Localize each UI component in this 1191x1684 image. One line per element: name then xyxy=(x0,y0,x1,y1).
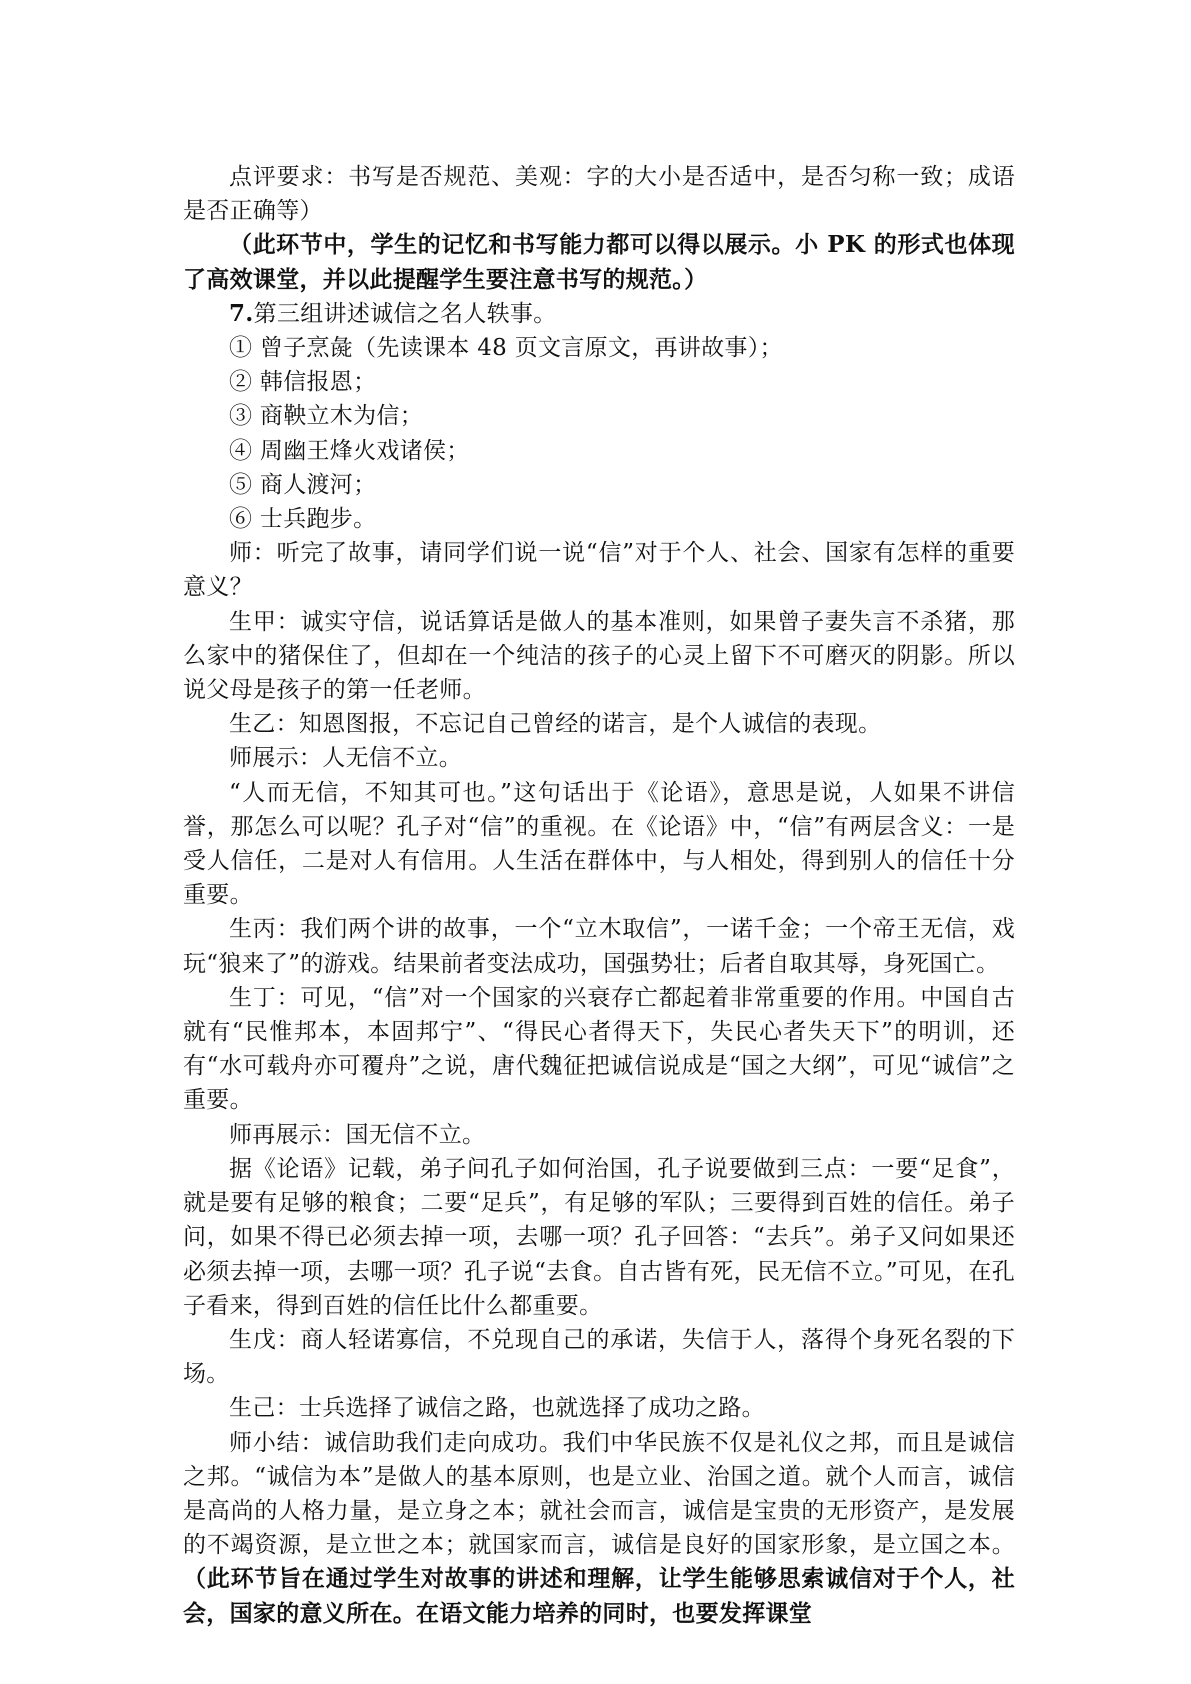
design-note-1: （此环节中，学生的记忆和书写能力都可以得以展示。小 PK 的形式也体现了高效课堂，并以此提醒学生要注意书写的规范。） xyxy=(183,231,1015,293)
step-7-text: 第三组讲述诚信之名人轶事。 xyxy=(253,300,557,327)
lunyu-explanation-2: 据《论语》记载，弟子问孔子如何治国，孔子说要做到三点：一要“足食”，就是要有足够的粮食；二要“足兵”，有足够的军队；三要得到百姓的信任。弟子问，如果不得已必须去掉一项，去哪一项？孔子回答：“去兵”。弟子又问如果还必须去掉一项，去哪一项？孔子说“去食。自古皆有死，民无信不立。”可见，在孔子看来，得到百姓的信任比什么都重要。 xyxy=(183,1155,1015,1319)
story-item: ⑥ 士兵跑步。 xyxy=(229,506,377,533)
teacher-question: 师：听完了故事，请同学们说一说“信”对于个人、社会、国家有怎样的重要意义？ xyxy=(183,540,1015,601)
document-body xyxy=(183,160,1015,1631)
design-note-2: （此环节旨在通过学生对故事的讲述和理解，让学生能够思索诚信对于个人，社会，国家的意义所在。在语文能力培养的同时，也要发挥课堂 xyxy=(183,1565,1015,1627)
student-d-answer: 生丁：可见，“信”对一个国家的兴衰存亡都起着非常重要的作用。中国自古就有“民惟邦本，本固邦宁”、“得民心者得天下，失民心者失天下”的明训，还有“水可载舟亦可覆舟”之说，唐代魏征把诚信说成是“国之大纲”，可见“诚信”之重要。 xyxy=(183,984,1015,1114)
student-b-answer: 生乙：知恩图报，不忘记自己曾经的诺言，是个人诚信的表现。 xyxy=(229,711,882,738)
story-item: ④ 周幽王烽火戏诸侯； xyxy=(229,437,470,464)
story-item: ② 韩信报恩； xyxy=(229,369,377,396)
student-a-answer: 生甲：诚实守信，说话算话是做人的基本准则，如果曾子妻失言不杀猪，那么家中的猪保住了，但却在一个纯洁的孩子的心灵上留下不可磨灭的阴影。所以说父母是孩子的第一任老师。 xyxy=(183,608,1015,704)
review-requirements: 点评要求：书写是否规范、美观：字的大小是否适中，是否匀称一致；成语是否正确等） xyxy=(183,164,1015,225)
student-f-answer: 生己：士兵选择了诚信之路，也就选择了成功之路。 xyxy=(229,1395,765,1422)
story-item: ③ 商鞅立木为信； xyxy=(229,403,424,430)
teacher-summary-text: 师小结：诚信助我们走向成功。我们中华民族不仅是礼仪之邦，而且是诚信之邦。“诚信为本”是做人的基本原则，也是立业、治国之道。就个人而言，诚信是高尚的人格力量，是立身之本；就社会而言，诚信是宝贵的无形资产，是发展的不竭资源，是立世之本；就国家而言，诚信是良好的国家形象，是立国之本。 xyxy=(183,1429,1015,1559)
student-e-answer: 生戊：商人轻诺寡信，不兑现自己的承诺，失信于人，落得个身死名裂的下场。 xyxy=(183,1326,1015,1388)
step-7-number: 7. xyxy=(229,299,254,327)
teacher-summary xyxy=(183,1426,1015,1631)
lunyu-explanation-1: “人而无信，不知其可也。”这句话出于《论语》，意思是说，人如果不讲信誉，那怎么可以呢？孔子对“信”的重视。在《论语》中，“信”有两层含义：一是受人信任，二是对人有信用。人生活在群体中，与人相处，得到别人的信任十分重要。 xyxy=(183,779,1015,909)
step-7-heading xyxy=(183,297,1015,331)
teacher-display-2: 师再展示：国无信不立。 xyxy=(229,1121,486,1148)
teacher-display-1: 师展示：人无信不立。 xyxy=(229,745,462,772)
student-c-answer: 生丙：我们两个讲的故事，一个“立木取信”，一诺千金；一个帝王无信，戏玩“狼来了”的游戏。结果前者变法成功，国强势壮；后者自取其辱，身死国亡。 xyxy=(183,916,1015,977)
story-list xyxy=(183,331,1015,536)
story-item: ① 曾子烹彘（先读课本 48 页文言原文，再讲故事）； xyxy=(229,335,783,362)
story-item: ⑤ 商人渡河； xyxy=(229,471,377,498)
